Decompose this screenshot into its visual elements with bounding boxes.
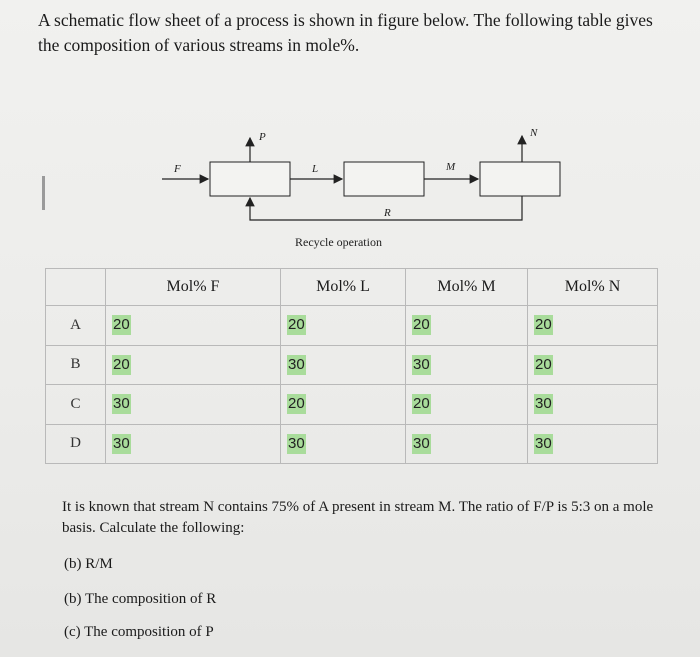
cell-value: 30 bbox=[535, 395, 552, 413]
cell-value: 20 bbox=[535, 355, 552, 373]
header-cell-f: Mol% F bbox=[106, 269, 281, 306]
cell-value: 30 bbox=[413, 434, 430, 452]
stream-l-label: L bbox=[312, 163, 319, 175]
table-cell bbox=[406, 345, 528, 385]
stream-m-label: M bbox=[446, 161, 456, 173]
problem-statement: It is known that stream N contains 75% of A present in stream M. The ratio of F/P is 5:3 on a mole basis. Calculate the following: bbox=[62, 499, 654, 536]
table-cell bbox=[406, 385, 528, 425]
table-row bbox=[46, 385, 658, 425]
unit-2-box bbox=[344, 162, 424, 196]
row-label: D bbox=[46, 424, 106, 464]
header-cell-l: Mol% L bbox=[281, 269, 406, 306]
cell-value: 20 bbox=[113, 316, 130, 334]
table-row bbox=[46, 345, 658, 385]
cell-value: 30 bbox=[288, 434, 305, 452]
table-cell bbox=[106, 424, 281, 464]
cell-value: 20 bbox=[413, 395, 430, 413]
table-cell bbox=[281, 385, 406, 425]
unit-3-box bbox=[480, 162, 560, 196]
table-header-row bbox=[46, 269, 658, 306]
table-row bbox=[46, 424, 658, 464]
cell-value: 30 bbox=[535, 434, 552, 452]
stream-p-label: P bbox=[259, 131, 266, 143]
table-cell bbox=[528, 306, 658, 346]
cell-value: 30 bbox=[413, 355, 430, 373]
cell-value: 20 bbox=[113, 355, 130, 373]
header-cell-m: Mol% M bbox=[406, 269, 528, 306]
table-cell bbox=[528, 345, 658, 385]
question-item: (c) The composition of P bbox=[64, 624, 214, 640]
cell-value: 20 bbox=[413, 316, 430, 334]
table-cell bbox=[528, 385, 658, 425]
table-cell bbox=[106, 306, 281, 346]
row-label: B bbox=[46, 345, 106, 385]
stream-r-label: R bbox=[384, 207, 391, 219]
table-row bbox=[46, 306, 658, 346]
cell-value: 30 bbox=[288, 355, 305, 373]
table-cell bbox=[406, 306, 528, 346]
row-label: A bbox=[46, 306, 106, 346]
table-cell bbox=[106, 385, 281, 425]
margin-mark bbox=[42, 176, 45, 210]
table-cell bbox=[281, 306, 406, 346]
question-item: (b) The composition of R bbox=[64, 591, 217, 607]
composition-table bbox=[45, 268, 658, 464]
cell-value: 20 bbox=[288, 316, 305, 334]
stream-f-label: F bbox=[174, 163, 181, 175]
table-cell bbox=[406, 424, 528, 464]
unit-1-box bbox=[210, 162, 290, 196]
cell-value: 30 bbox=[113, 395, 130, 413]
question-item: (b) R/M bbox=[64, 556, 113, 572]
table-cell bbox=[281, 424, 406, 464]
stream-n-label: N bbox=[530, 127, 538, 139]
row-label: C bbox=[46, 385, 106, 425]
flow-sheet-diagram bbox=[150, 120, 570, 255]
table-cell bbox=[281, 345, 406, 385]
table-cell bbox=[528, 424, 658, 464]
header-cell-n: Mol% N bbox=[528, 269, 658, 306]
cell-value: 20 bbox=[288, 395, 305, 413]
header-cell-blank bbox=[46, 269, 106, 306]
problem-intro: A schematic flow sheet of a process is shown in figure below. The following table gives the composition of various streams in mole%. bbox=[38, 10, 653, 55]
diagram-caption: Recycle operation bbox=[295, 235, 382, 249]
cell-value: 30 bbox=[113, 434, 130, 452]
cell-value: 20 bbox=[535, 316, 552, 334]
table-cell bbox=[106, 345, 281, 385]
